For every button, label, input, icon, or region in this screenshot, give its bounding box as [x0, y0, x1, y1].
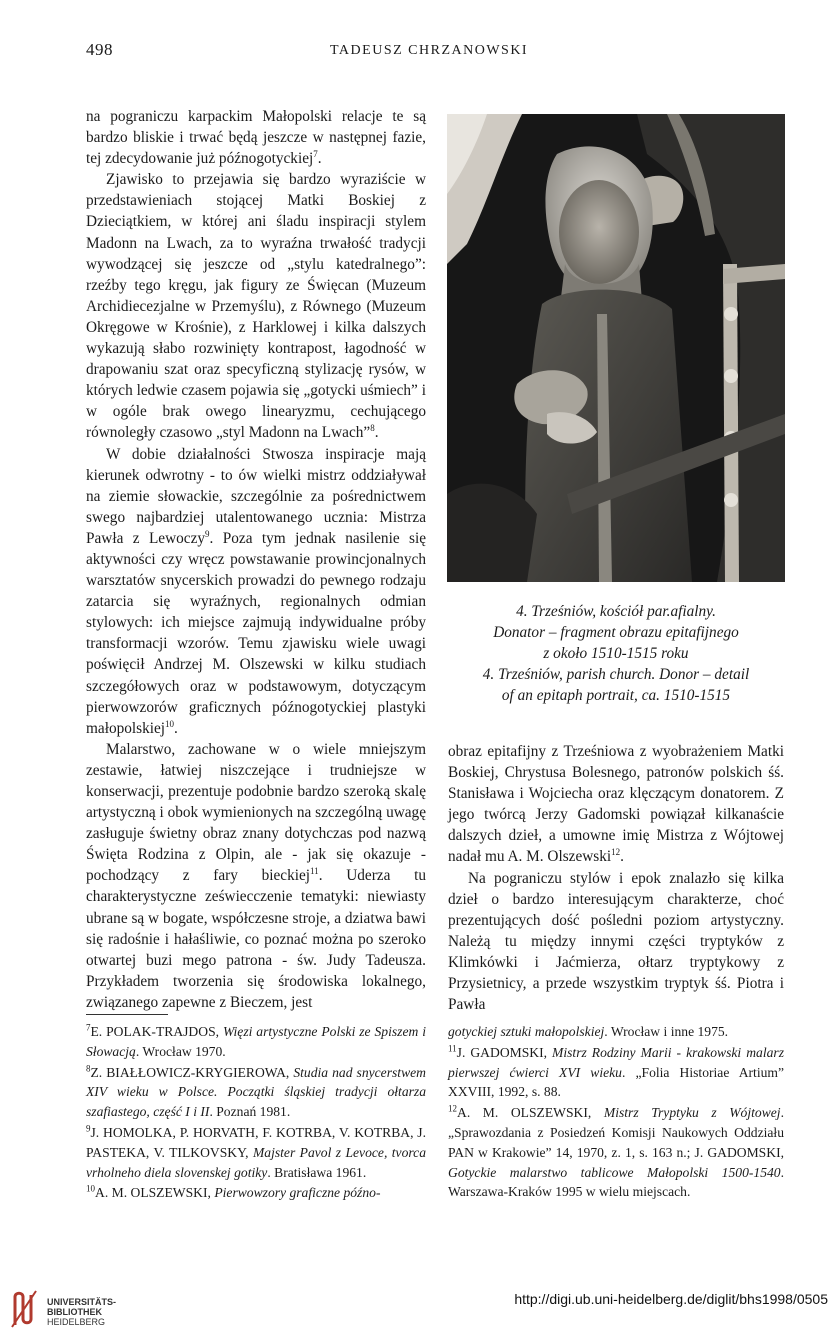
library-logo-icon: [9, 1289, 39, 1329]
footnote: $^7$E. POLAK-TRAJDOS, Więzi artystyczne Polski ze Spiszem i Słowacją. Wrocław 1970.: [86, 1022, 426, 1059]
footnote-ref[interactable]: 7: [313, 149, 318, 160]
paragraph: Malarstwo, zachowane w o wiele mniejszym zestawie, łatwiej niszczejące i trudniejsze w konserwacji, prezentuje podobnie bardzo szeroką skalę artystyczną i obok wymienionych na szczególną uwagę zasługuje świetny obraz znany dotychczas pod nazwą Święta Rodzina z Olpin, ale - jak się okazuje - pochodzący z fary bieckiej$^{11}$. Uderza tu charakterystyczne zeświecczenie tematyki: niewiasty ubrane są w bogate, współczesne stroje, a dziatwa bawi się radośnie i hałaśliwie, co poznać można po szeroko otwartej buzi mego patrona - św. Judy Tadeusza. Przykładem tworzenia się środowiska lokalnego, związanego zapewne z Bieczem, jest: [86, 740, 426, 1011]
source-url-link[interactable]: http://digi.ub.uni-heidelberg.de/diglit/bhs1998/0505: [514, 1291, 828, 1307]
footnote-separator: [86, 1014, 168, 1015]
left-text-column: [86, 106, 426, 1013]
footnote: $^8$Z. BIAŁŁOWICZ-KRYGIEROWA, Studia nad snycerstwem XIV wieku w Polsce. Początki śląskiej tradycji ołtarza szafiastego, część I i II. Poznań 1981.: [86, 1063, 426, 1120]
footnote: $^{10}$A. M. OLSZEWSKI, Pierwowzory graficzne późno-: [86, 1183, 381, 1201]
footnote-ref[interactable]: 8: [370, 423, 375, 434]
footnote: gotyckiej sztuki małopolskiej. Wrocław i inne 1975.: [448, 1024, 729, 1039]
paragraph: na pograniczu karpackim Małopolski relacje te są bardzo bliskie i trwać będą jeszcze w następnej fazie, tej zdecydowanie już późnogotyckiej$^7$.: [86, 108, 426, 168]
footnotes-left: [86, 1022, 426, 1204]
paragraph: obraz epitafijny z Trześniowa z wyobrażeniem Matki Boskiej, Chrystusa Bolesnego, patronów polskich śś. Stanisława i Wojciecha oraz klęczącym donatorem. Z jego twórcą Jerzy Gadomski powiązał kilkanaście dalszych dzieł, a umowne imię Mistrza z Wójtowej nadał mu A. M. Olszewski$^{12}$.: [448, 743, 784, 866]
donor-portrait-image: [447, 114, 785, 582]
footnote-ref[interactable]: 9: [205, 528, 210, 539]
footnote: $^9$J. HOMOLKA, P. HORVATH, F. KOTRBA, V. KOTRBA, J. PASTEKA, V. TILKOVSKY, Majster Pavol z Levoce, tvorca vrholneho diela slovenskej gotiky. Bratisława 1961.: [86, 1123, 426, 1180]
page-number: 498: [86, 40, 113, 59]
caption-line: Donator – fragment obrazu epitafijnego: [493, 624, 739, 641]
caption-line: of an epitaph portrait, ca. 1510-1515: [501, 687, 731, 704]
footnote: $^{11}$J. GADOMSKI, Mistrz Rodziny Marii - krakowski malarz pierwszej ćwierci XVI wieku. „Folia Historiae Artium” XXVIII, 1992, s. 88.: [448, 1043, 785, 1100]
footnotes-right: [448, 1022, 784, 1203]
library-logo-text: UNIVERSITÄTS- BIBLIOTHEK HEIDELBERG: [47, 1297, 117, 1327]
paragraph: W dobie działalności Stwosza inspiracje mają kierunek odwrotny - to ów wielki mistrz oddziaływał na ziemie słowackie, szczególnie za pośrednictwem swego najbardziej utalentowanego ucznia: Mistrza Pawła z Lewoczy$^9$. Poza tym jednak nasilenie się aktywności czy wręcz powstawanie prowincjonalnych warsztatów snycerskich prowadzi do pewnego rodzaju zatarcia się wyraźnych, regionalnych odmian stylowych: ich miejsce zajmują indywidualne próby transformacji wzorów. Temu zjawisku wiele uwagi poświęcił Andrzej M. Olszewski w kilku studiach szczegółowych oraz w podstawowym, dotyczącym pierwowzorów graficznych późnogotyckiej plastyki małopolskiej$^{10}$.: [86, 445, 426, 737]
caption-line: 4. Trześniów, kościół par.afialny.: [516, 603, 716, 620]
running-head: TADEUSZ CHRZANOWSKI: [330, 43, 529, 58]
right-text-column: [448, 741, 784, 1015]
footnote-ref[interactable]: 10: [165, 718, 175, 729]
paragraph: Zjawisko to przejawia się bardzo wyraziście w przedstawieniach stojącej Matki Boskiej z Dzieciątkiem, w której ani śladu inspiracji stylem Madonn na Lwach, za to wyraźna trwałość tradycji wywodzącej się jeszcze od „stylu katedralnego”: rzeźby tego kręgu, jak figury ze Święcan (Muzeum Archidiecezjalne w Przemyślu), z Równego (Muzeum Okręgowe w Krośnie), z Harklowej i kilka dalszych wykazują słabo rozwinięty kontrapost, łagodność w drapowaniu szat oraz specyficzną stylizację rysów, w których ledwie czasem pojawia się „gotycki uśmiech” i w ogóle brak owego linearyzmu, cechującego równoległy czasowo „styl Madonn na Lwach”$^8$.: [86, 171, 426, 442]
caption-line: 4. Trześniów, parish church. Donor – detail: [482, 666, 750, 683]
footnote-ref[interactable]: 11: [310, 866, 319, 877]
footnote-ref[interactable]: 12: [611, 847, 621, 858]
figure-caption: [447, 601, 785, 706]
paragraph: Na pograniczu stylów i epok znalazło się kilka dzieł o bardzo interesującym charakterze, choć prezentujących dość pośledni poziom artystyczny. Należą tu między innymi części tryptyków z Klimkówki i Jaćmierza, ołtarz tryptykowy z Przysietnicy, a przede wszystkim tryptyk śś. Piotra i Pawła: [448, 869, 784, 1014]
footnote: $^{12}$A. M. OLSZEWSKI, Mistrz Tryptyku z Wójtowej. „Sprawozdania z Posiedzeń Komisji Naukowych Oddziału PAN w Krakowie” 14, 1970, z. 1, s. 163 n.; J. GADOMSKI, Gotyckie malarstwo tablicowe Małopolski 1500-1540. Warszawa-Kraków 1995 w wielu miejscach.: [448, 1103, 784, 1200]
caption-line: z około 1510-1515 roku: [543, 645, 689, 662]
